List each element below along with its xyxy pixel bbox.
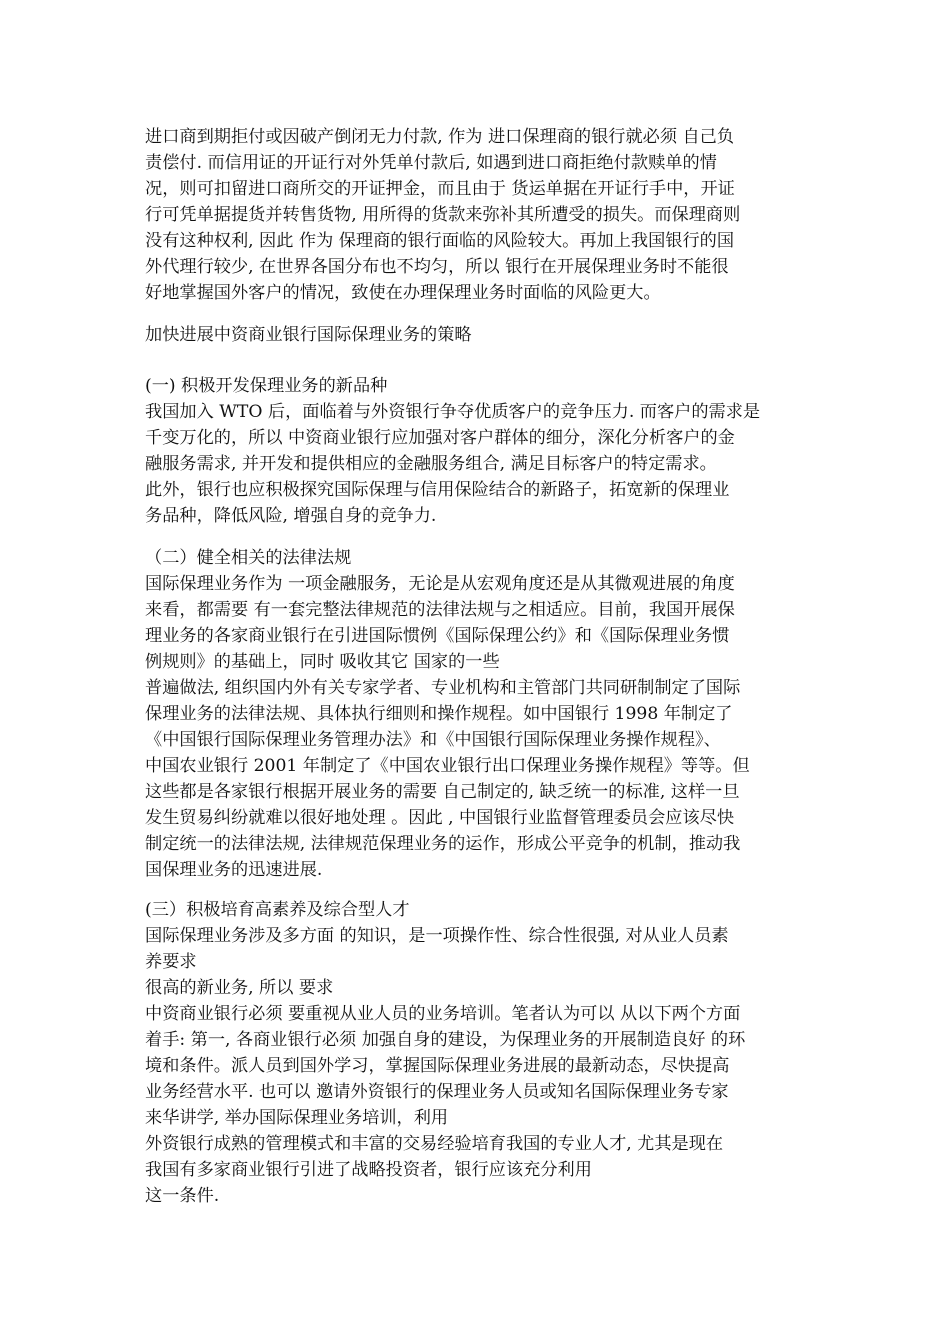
heading-text: 加快进展中资商业银行国际保理业务的策略 [145, 325, 472, 345]
text-line: 好地掌握国外客户的情况，致使在办理保理业务时面临的风险更大。 [145, 283, 661, 303]
text-line: 例规则》的基础上，同时 吸收其它 国家的一些 [145, 652, 500, 672]
text-line: 制定统一的法律法规, 法律规范保理业务的运作，形成公平竞争的机制，推动我 [145, 834, 741, 854]
text-line: 我国加入 WTO 后，面临着与外资银行争夺优质客户的竞争压力. 而客户的需求是 [145, 402, 761, 422]
section-title [145, 322, 815, 348]
text-line: 很高的新业务, 所以 要求 [145, 978, 334, 998]
text-line: 千变万化的，所以 中资商业银行应加强对客户群体的细分，深化分析客户的金 [145, 428, 735, 448]
text-line: 融服务需求, 并开发和提供相应的金融服务组合, 满足目标客户的特定需求。 [145, 454, 717, 474]
text-line: 此外，银行也应积极探究国际保理与信用保险结合的新路子，拓宽新的保理业 [145, 480, 730, 500]
text-line: 来看，都需要 有一套完整法律规范的法律法规与之相适应。目前，我国开展保 [145, 600, 735, 620]
text-line: 这些都是各家银行根据开展业务的需要 自己制定的, 缺乏统一的标准, 这样一旦 [145, 782, 740, 802]
text-line: 保理业务的法律法规、具体执行细则和操作规程。如中国银行 1998 年制定了 [145, 704, 733, 724]
text-line: 业务经营水平. 也可以 邀请外资银行的保理业务人员或知名国际保理业务专家 [145, 1082, 729, 1102]
text-line: 况，则可扣留进口商所交的开证押金，而且由于 货运单据在开证行手中，开证 [145, 179, 735, 199]
text-line: 外代理行较少, 在世界各国分布也不均匀，所以 银行在开展保理业务时不能很 [145, 257, 729, 277]
text-line: 中资商业银行必须 要重视从业人员的业务培训。笔者认为可以 从以下两个方面 [145, 1004, 741, 1024]
text-line: 着手: 第一, 各商业银行必须 加强自身的建设，为保理业务的开展制造良好 的环 [145, 1030, 746, 1050]
text-line: 外资银行成熟的管理模式和丰富的交易经验培育我国的专业人才, 尤其是现在 [145, 1134, 724, 1154]
text-line: 没有这种权利, 因此 作为 保理商的银行面临的风险较大。再加上我国银行的国 [145, 231, 735, 251]
section-heading: （二）健全相关的法律法规 [145, 548, 352, 568]
paragraph-intro [145, 124, 815, 306]
text-line: 行可凭单据提货并转售货物, 用所得的货款来弥补其所遭受的损失。而保理商则 [145, 205, 741, 225]
text-line: 中国农业银行 2001 年制定了《中国农业银行出口保理业务操作规程》等等。但 [145, 756, 750, 776]
text-line: 《中国银行国际保理业务管理办法》和《中国银行国际保理业务操作规程》、 [145, 730, 721, 750]
text-line: 养要求 [145, 952, 197, 972]
text-line: 责偿付. 而信用证的开证行对外凭单付款后, 如遇到进口商拒绝付款赎单的情 [145, 153, 717, 173]
text-line: 境和条件。派人员到国外学习，掌握国际保理业务进展的最新动态，尽快提高 [145, 1056, 730, 1076]
text-line: 务品种，降低风险, 增强自身的竞争力. [145, 506, 437, 526]
section-1 [145, 373, 815, 529]
section-3 [145, 897, 815, 1209]
section-2 [145, 545, 815, 909]
text-line: 进口商到期拒付或因破产倒闭无力付款, 作为 进口保理商的银行就必须 自己负 [145, 127, 735, 147]
text-line: 国际保理业务作为 一项金融服务，无论是从宏观角度还是从其微观进展的角度 [145, 574, 735, 594]
text-line: 发生贸易纠纷就难以很好地处理 。因此 , 中国银行业监督管理委员会应该尽快 [145, 808, 735, 828]
text-line: 理业务的各家商业银行在引进国际惯例《国际保理公约》和《国际保理业务惯 [145, 626, 730, 646]
section-heading: (三）积极培育高素养及综合型人才 [145, 900, 410, 920]
text-line: 国保理业务的迅速进展. [145, 860, 323, 880]
text-line: 国际保理业务涉及多方面 的知识，是一项操作性、综合性很强, 对从业人员素 [145, 926, 729, 946]
text-line: 这一条件. [145, 1186, 220, 1206]
section-heading: (一) 积极开发保理业务的新品种 [145, 376, 388, 396]
text-line: 我国有多家商业银行引进了战略投资者，银行应该充分利用 [145, 1160, 592, 1180]
text-line: 普遍做法, 组织国内外有关专家学者、专业机构和主管部门共同研制制定了国际 [145, 678, 741, 698]
text-line: 来华讲学, 举办国际保理业务培训，利用 [145, 1108, 449, 1128]
